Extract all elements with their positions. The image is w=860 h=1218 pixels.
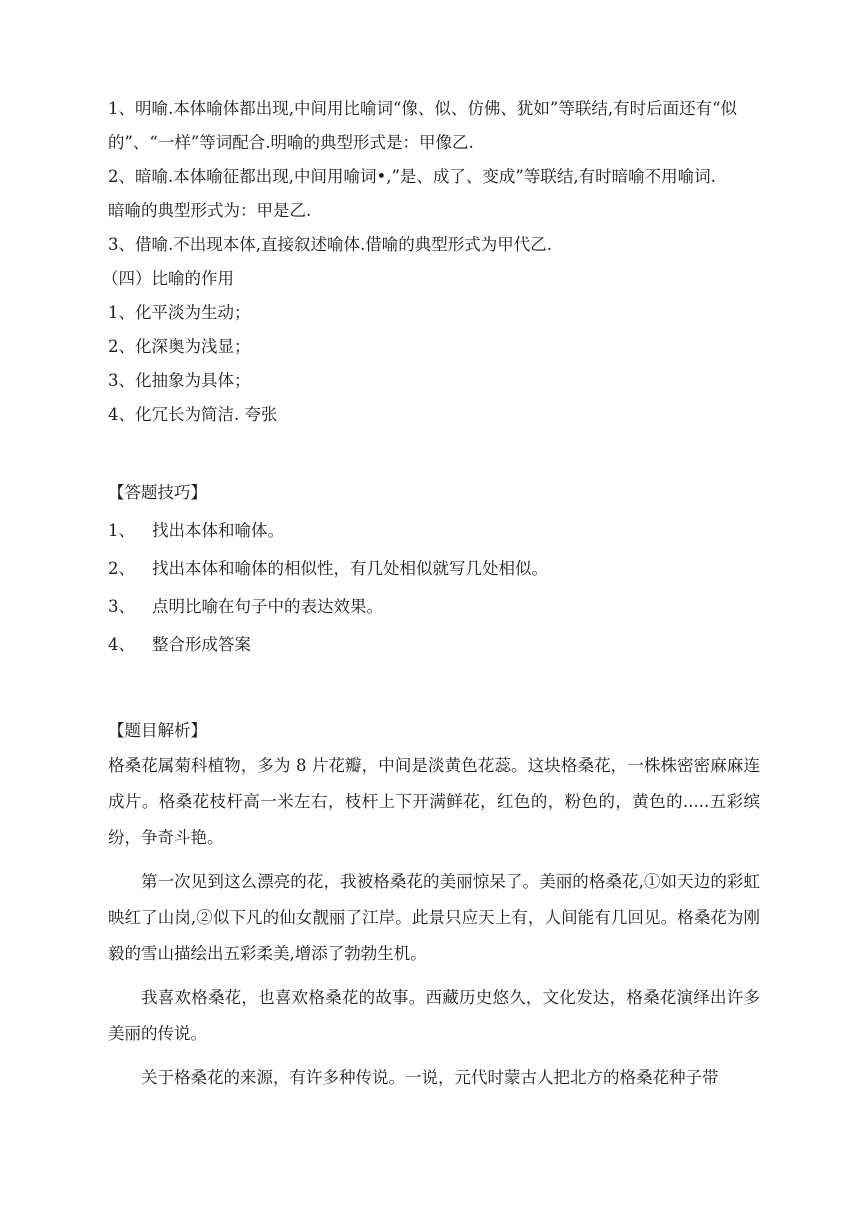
metaphor-types-section (108, 92, 760, 262)
list-item: 2、化深奥为浅显； (108, 337, 251, 356)
metaphor-functions-list (108, 296, 760, 432)
list-text: 找出本体和喻体。 (152, 521, 284, 540)
list-item (108, 550, 760, 588)
section-heading: （四）比喻的作用 (102, 269, 234, 288)
list-item (108, 512, 760, 550)
document-body (102, 92, 760, 1096)
list-number: 2、 (108, 559, 135, 578)
list-number: 3、 (108, 597, 135, 616)
list-number: 4、 (108, 635, 135, 654)
analysis-paragraph: 第一次见到这么漂亮的花，我被格桑花的美丽惊呆了。美丽的格桑花,①如天边的彩虹映红了山岗,②似下凡的仙女靓丽了江岸。此景只应天上有，人间能有几回见。格桑花为刚毅的雪山描绘出五彩柔美,增添了勃勃生机。 (108, 872, 760, 963)
section-heading: 【题目解析】 (108, 721, 207, 740)
list-item (108, 626, 760, 664)
answer-tips-section (108, 474, 760, 664)
text-line: 2、暗喻.本体喻征都出现,中间用喻词•,”是、成了、变成”等联结,有时暗喻不用喻词. (108, 167, 716, 186)
list-item: 4、化冗长为简洁. 夸张 (108, 405, 278, 424)
section-heading: 【答题技巧】 (108, 483, 207, 502)
analysis-paragraph: 格桑花属菊科植物，多为 8 片花瓣，中间是淡黄色花蕊。这块格桑花，一株株密密麻麻连成片。格桑花枝杆高一米左右，枝杆上下开满鲜花，红色的，粉色的，黄色的.....五彩缤纷，争奇斗艳。 (108, 756, 760, 847)
list-item (108, 588, 760, 626)
text-line: 暗喻的典型形式为：甲是乙. (108, 201, 312, 220)
list-text: 找出本体和喻体的相似性，有几处相似就写几处相似。 (152, 559, 548, 578)
list-text: 点明比喻在句子中的表达效果。 (152, 597, 383, 616)
text-line: 的”、“一样”等词配合.明喻的典型形式是：甲像乙. (108, 133, 474, 152)
list-item: 1、化平淡为生动； (108, 303, 251, 322)
analysis-paragraph: 关于格桑花的来源，有许多种传说。一说，元代时蒙古人把北方的格桑花种子带 (141, 1068, 719, 1087)
list-text: 整合形成答案 (152, 635, 251, 654)
list-item: 3、化抽象为具体； (108, 371, 251, 390)
list-number: 1、 (108, 521, 135, 540)
metaphor-functions-section (102, 262, 760, 296)
analysis-paragraph: 我喜欢格桑花，也喜欢格桑花的故事。西藏历史悠久，文化发达，格桑花演绎出许多美丽的传说。 (108, 988, 760, 1043)
text-line: 1、明喻.本体喻体都出现,中间用比喻词“像、似、仿佛、犹如”等联结,有时后面还有“似 (108, 99, 738, 118)
text-line: 3、借喻.不出现本体,直接叙述喻体.借喻的典型形式为甲代乙. (108, 235, 552, 254)
analysis-section (108, 714, 760, 1096)
